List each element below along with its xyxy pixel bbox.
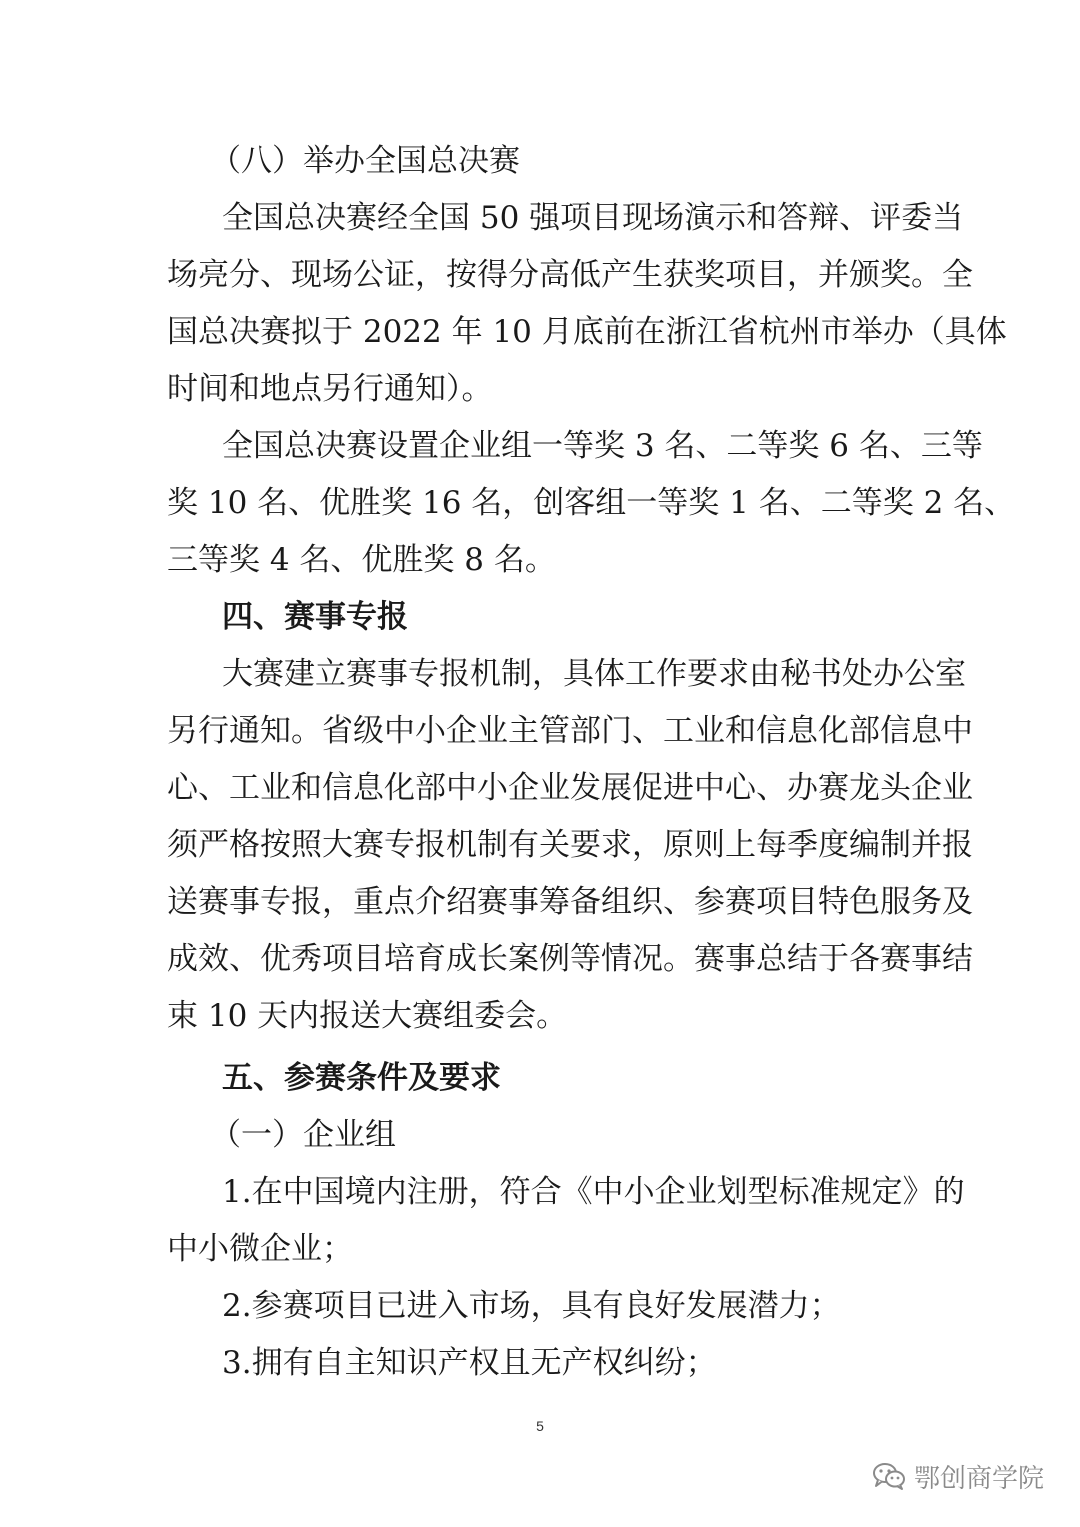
paragraph-line: 束 10 天内报送大赛组委会。: [167, 998, 568, 1034]
list-item-line: 1.在中国境内注册，符合《中小企业划型标准规定》的: [222, 1174, 965, 1210]
paragraph-line: 时间和地点另行通知）。: [167, 371, 493, 407]
section-5-title: 五、参赛条件及要求: [222, 1060, 501, 1096]
list-item-line: 中小微企业；: [167, 1231, 353, 1267]
paragraph-line: 另行通知。省级中小企业主管部门、工业和信息化部信息中: [167, 713, 973, 749]
paragraph-line: 成效、优秀项目培育成长案例等情况。赛事总结于各赛事结: [167, 941, 973, 977]
section-8-title: （八）举办全国总决赛: [210, 143, 520, 179]
watermark-text: 鄂创商学院: [914, 1463, 1045, 1494]
paragraph-line: 送赛事专报，重点介绍赛事筹备组织、参赛项目特色服务及: [167, 884, 973, 920]
paragraph-line: 心、工业和信息化部中小企业发展促进中心、办赛龙头企业: [167, 770, 973, 806]
wechat-icon: [872, 1461, 906, 1491]
paragraph-line: 全国总决赛经全国 50 强项目现场演示和答辩、评委当: [222, 200, 964, 236]
paragraph-line: 大赛建立赛事专报机制，具体工作要求由秘书处办公室: [222, 656, 966, 692]
list-item-line: 2.参赛项目已进入市场，具有良好发展潜力；: [222, 1288, 841, 1324]
watermark: [872, 1458, 1044, 1494]
paragraph-line: 须严格按照大赛专报机制有关要求，原则上每季度编制并报: [167, 827, 973, 863]
list-item-line: 3.拥有自主知识产权且无产权纠纷；: [222, 1345, 717, 1381]
paragraph-line: 奖 10 名、优胜奖 16 名，创客组一等奖 1 名、二等奖 2 名、: [167, 485, 1016, 521]
paragraph-line: 国总决赛拟于 2022 年 10 月底前在浙江省杭州市举办（具体: [167, 314, 1007, 350]
subsection-1-title: （一）企业组: [210, 1117, 396, 1153]
paragraph-line: 场亮分、现场公证，按得分高低产生获奖项目，并颁奖。全: [167, 257, 973, 293]
paragraph-line: 全国总决赛设置企业组一等奖 3 名、二等奖 6 名、三等: [222, 428, 983, 464]
section-4-title: 四、赛事专报: [222, 599, 408, 635]
paragraph-line: 三等奖 4 名、优胜奖 8 名。: [167, 542, 556, 578]
page-number: 5: [536, 1418, 544, 1434]
